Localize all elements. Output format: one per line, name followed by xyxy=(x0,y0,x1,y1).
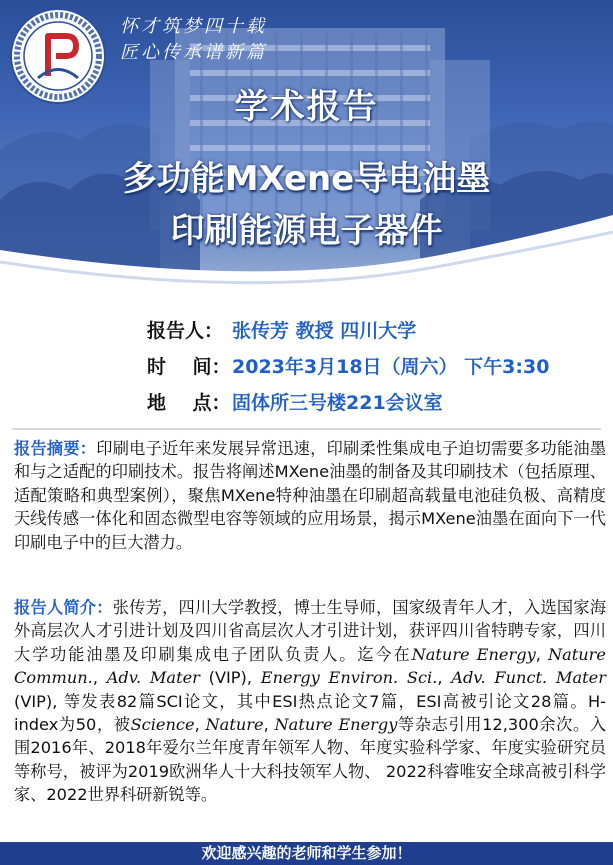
journal-name: Science xyxy=(130,715,195,735)
place-label: 地 点： xyxy=(147,392,231,414)
time-value: 2023年3月18日（周六） 下午3:30 xyxy=(232,356,550,378)
separator: , xyxy=(263,715,275,735)
abstract-text: 印刷电子近年来发展异常迅速，印刷柔性集成电子迫切需要多功能油墨和与之适配的印刷技术。报告将阐述MXene油墨的制备及其印刷技术（包括原理、适配策略和典型案例），聚焦MXene特种油墨在印刷超高载量电池硅负极、高精度天线传感一体化和固态微型电容等领域的应用场景，揭示MXene油墨在面向下一代印刷电子中的巨大潜力。 xyxy=(14,439,607,552)
welcome-message: 欢迎感兴趣的老师和学生参加！ xyxy=(201,844,412,862)
time-label: 时 间： xyxy=(147,356,231,378)
journal-name: Nature xyxy=(205,715,264,735)
abstract-paragraph xyxy=(14,437,606,554)
abstract-label: 报告摘要： xyxy=(14,439,97,458)
reporter-label: 报告人： xyxy=(147,320,224,342)
bio-paragraph xyxy=(14,596,606,807)
journal-name: Nature Commun. xyxy=(14,644,607,688)
separator: , xyxy=(194,715,206,735)
journal-name: Adv. Mater xyxy=(106,668,200,688)
bio-text-2: (VIP), 等发表82篇SCI论文，其中ESI热点论文7篇，ESI高被引论文28篇。H-index为50，被 xyxy=(14,691,606,735)
separator: , xyxy=(92,668,107,688)
bio-label: 报告人简介： xyxy=(14,598,113,617)
motto-line-1: 怀才筑梦四十载 xyxy=(120,16,267,37)
bio-text-3: 等杂志引用12,300余次。入围2016年、2018年爱尔兰年度青年领军人物、年度实验科学家、年度实验研究员等称号，被评为2019欧洲华人十大科技领军人物、 2022科睿唯安全球高被引科学家、2022世界科研新锐等。 xyxy=(14,715,607,805)
separator: , xyxy=(437,668,452,688)
talk-title-line-2: 印刷能源电子器件 xyxy=(170,211,443,251)
place-value: 固体所三号楼221会议室 xyxy=(232,392,443,414)
motto-line-2: 匠心传承谱新篇 xyxy=(120,42,267,63)
separator: , xyxy=(535,644,548,664)
place-row xyxy=(147,386,443,420)
reporter-row xyxy=(147,314,416,348)
talk-title-line-1: 多功能MXene导电油墨 xyxy=(122,159,491,199)
bio-text-1: 张传芳，四川大学教授，博士生导师，国家级青年人才，入选国家海外高层次人才引进计划及四川省高层次人才引进计划，获评四川省特聘专家，四川大学功能油墨及印刷集成电子团队负责人。迄今在 xyxy=(14,598,607,664)
journal-name: Nature Energy xyxy=(411,644,536,664)
reporter-value: 张传芳 教授 四川大学 xyxy=(232,320,417,342)
event-type-heading: 学术报告 xyxy=(234,87,379,127)
journal-name: Adv. Funct. Mater xyxy=(451,668,606,688)
journal-name: Nature Energy xyxy=(274,715,398,735)
separator: (VIP), xyxy=(199,668,261,688)
journal-name: Energy Environ. Sci. xyxy=(260,668,438,688)
motto xyxy=(120,14,267,66)
time-row xyxy=(147,350,549,384)
section-divider xyxy=(12,428,601,430)
